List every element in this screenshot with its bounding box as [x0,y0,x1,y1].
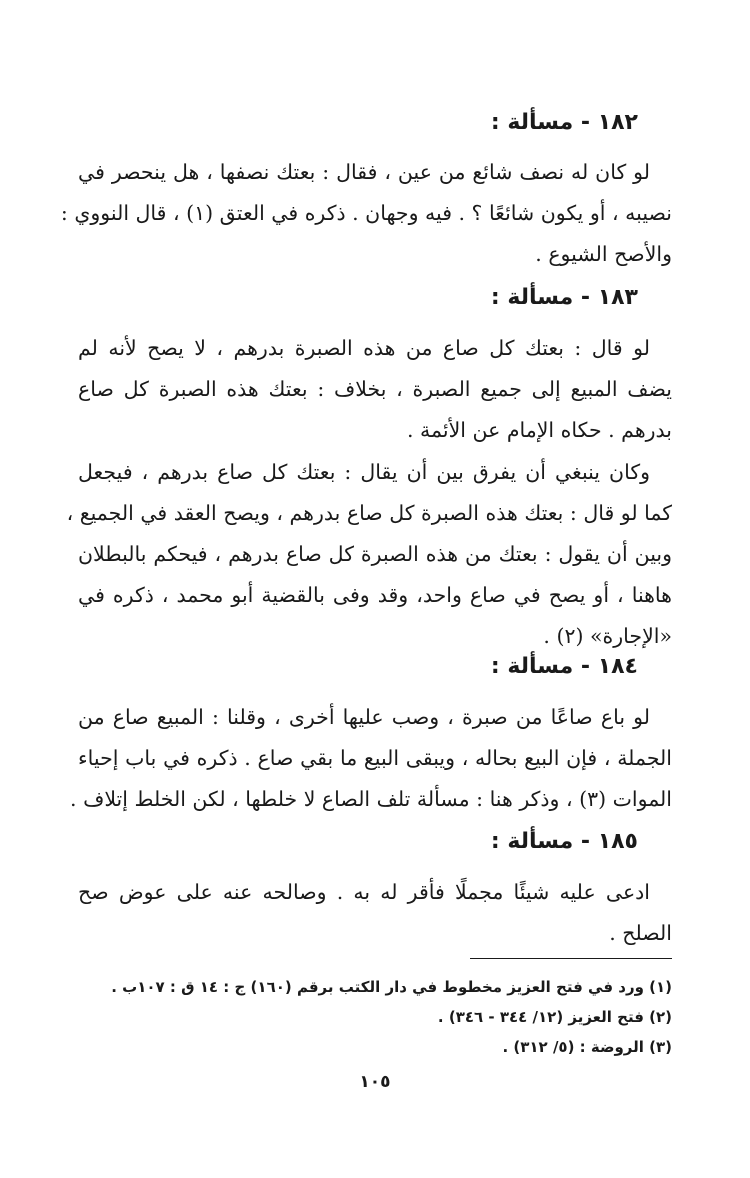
paragraph-183-b [66,452,672,657]
text-line: لو قال : بعتك كل صاع من هذه الصبرة بدرهم ، لا يصح لأنه لم [78,336,650,360]
text-line: لو باع صاعًا من صبرة ، وصب عليها أخرى ، وقلنا : المبيع صاع من [78,705,650,729]
paragraph-185 [78,872,672,954]
text-line: ادعى عليه شيئًا مجملًا فأقر له به . وصالحه عنه على عوض صح [78,880,650,904]
text-line: الموات (٣) ، وذكر هنا : مسألة تلف الصاع لا خلطها ، لكن الخلط إتلاف . [70,787,672,811]
text-line: لو كان له نصف شائع من عين ، فقال : بعتك نصفها ، هل ينحصر في [78,160,650,184]
footnote-separator [470,958,672,959]
page-number: ١٠٥ [359,1072,391,1092]
text-line: يضف المبيع إلى جميع الصبرة ، بخلاف : بعتك هذه الصبرة كل صاع [78,377,672,401]
issue-heading-183: ١٨٣ - مسألة : [490,285,638,310]
text-line: وكان ينبغي أن يفرق بين أن يقال : بعتك كل صاع بدرهم ، فيجعل [78,460,650,484]
text-line: «الإجارة» (٢) . [543,624,672,648]
paragraph-183-a [78,328,672,451]
footnote-1: (١) ورد في فتح العزيز مخطوط في دار الكتب برقم (١٦٠) ج : ١٤ ق : ١٠٧ب . [111,978,672,996]
text-line: الجملة ، فإن البيع بحاله ، ويبقى البيع ما بقي صاع . ذكره في باب إحياء [78,746,672,770]
paragraph-184 [70,697,672,820]
footnote-2: (٢) فتح العزيز (١٢/ ٣٤٤ - ٣٤٦) . [437,1008,672,1026]
text-line: كما لو قال : بعتك هذه الصبرة كل صاع بدرهم ، ويصح العقد في الجميع ، [66,501,672,525]
text-line: هاهنا ، أو يصح في صاع واحد، وقد وفى بالقضية أبو محمد ، ذكره في [78,583,672,607]
text-line: والأصح الشيوع . [535,242,672,266]
footnote-3: (٣) الروضة : (٥/ ٣١٢) . [502,1038,672,1056]
text-line: نصيبه ، أو يكون شائعًا ؟ . فيه وجهان . ذكره في العتق (١) ، قال النووي : [60,201,672,225]
paragraph-182 [60,152,672,275]
text-line: بدرهم . حكاه الإمام عن الأئمة . [406,418,672,442]
issue-heading-182: ١٨٢ - مسألة : [490,110,638,135]
issue-heading-184: ١٨٤ - مسألة : [490,654,638,679]
text-line: وبين أن يقول : بعتك من هذه الصبرة كل صاع بدرهم ، فيحكم بالبطلان [78,542,672,566]
footnotes [78,972,672,1062]
issue-heading-185: ١٨٥ - مسألة : [490,829,638,854]
text-line: الصلح . [609,921,672,945]
